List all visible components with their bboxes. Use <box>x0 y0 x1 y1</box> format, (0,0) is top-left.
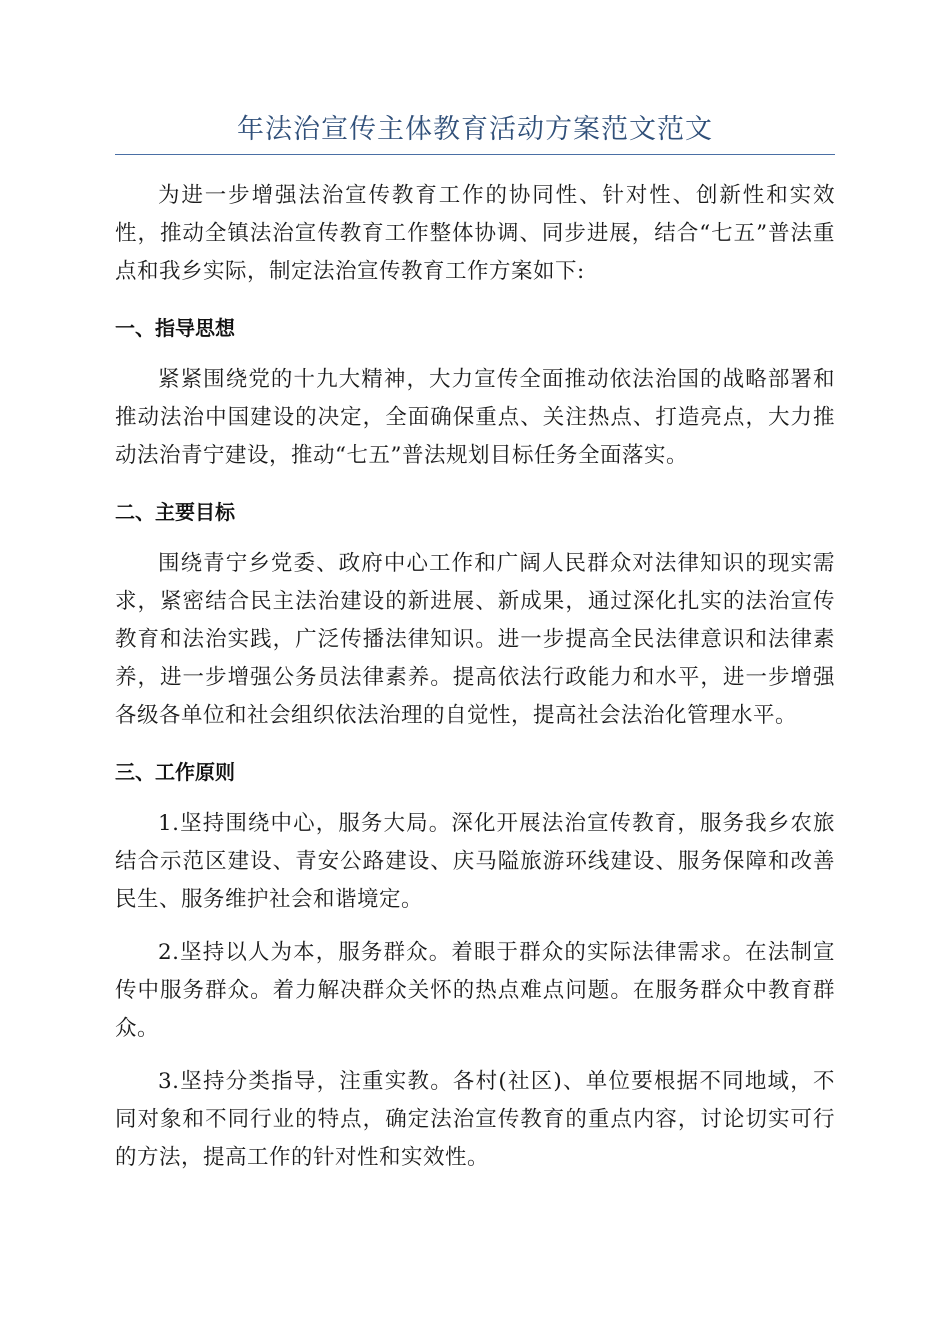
section-paragraph: 2.坚持以人为本，服务群众。着眼于群众的实际法律需求。在法制宣传中服务群众。着力解决群众关怀的热点难点问题。在服务群众中教育群众。 <box>115 940 835 1041</box>
intro-paragraph: 为进一步增强法治宣传教育工作的协同性、针对性、创新性和实效性，推动全镇法治宣传教育工作整体协调、同步进展，结合“七五”普法重点和我乡实际，制定法治宣传教育工作方案如下: <box>115 183 835 284</box>
section-paragraph: 紧紧围绕党的十九大精神，大力宣传全面推动依法治国的战略部署和推动法治中国建设的决定，全面确保重点、关注热点、打造亮点，大力推动法治青宁建设，推动“七五”普法规划目标任务全面落实。 <box>115 367 835 468</box>
section-paragraph: 1.坚持围绕中心，服务大局。深化开展法治宣传教育，服务我乡农旅结合示范区建设、青安公路建设、庆马隘旅游环线建设、服务保障和改善民生、服务维护社会和谐境定。 <box>115 811 835 912</box>
section-heading-main-goals: 二、主要目标 <box>115 500 235 524</box>
title-underline <box>115 154 835 155</box>
section-paragraph: 围绕青宁乡党委、政府中心工作和广阔人民群众对法律知识的现实需求，紧密结合民主法治建设的新进展、新成果，通过深化扎实的法治宣传教育和法治实践，广泛传播法律知识。进一步提高全民法律意识和法律素养，进一步增强公务员法律素养。提高依法行政能力和水平，进一步增强各级各单位和社会组织依法治理的自觉性，提高社会法治化管理水平。 <box>115 551 835 728</box>
section-heading-work-principles: 三、工作原则 <box>115 760 235 784</box>
document-title: 年法治宣传主体教育活动方案范文范文 <box>237 114 713 145</box>
document-page <box>115 108 835 1177</box>
section-paragraph: 3.坚持分类指导，注重实教。各村(社区)、单位要根据不同地域，不同对象和不同行业的特点，确定法治宣传教育的重点内容，讨论切实可行的方法，提高工作的针对性和实效性。 <box>115 1069 835 1170</box>
section-heading-guiding-thought: 一、指导思想 <box>115 316 235 340</box>
